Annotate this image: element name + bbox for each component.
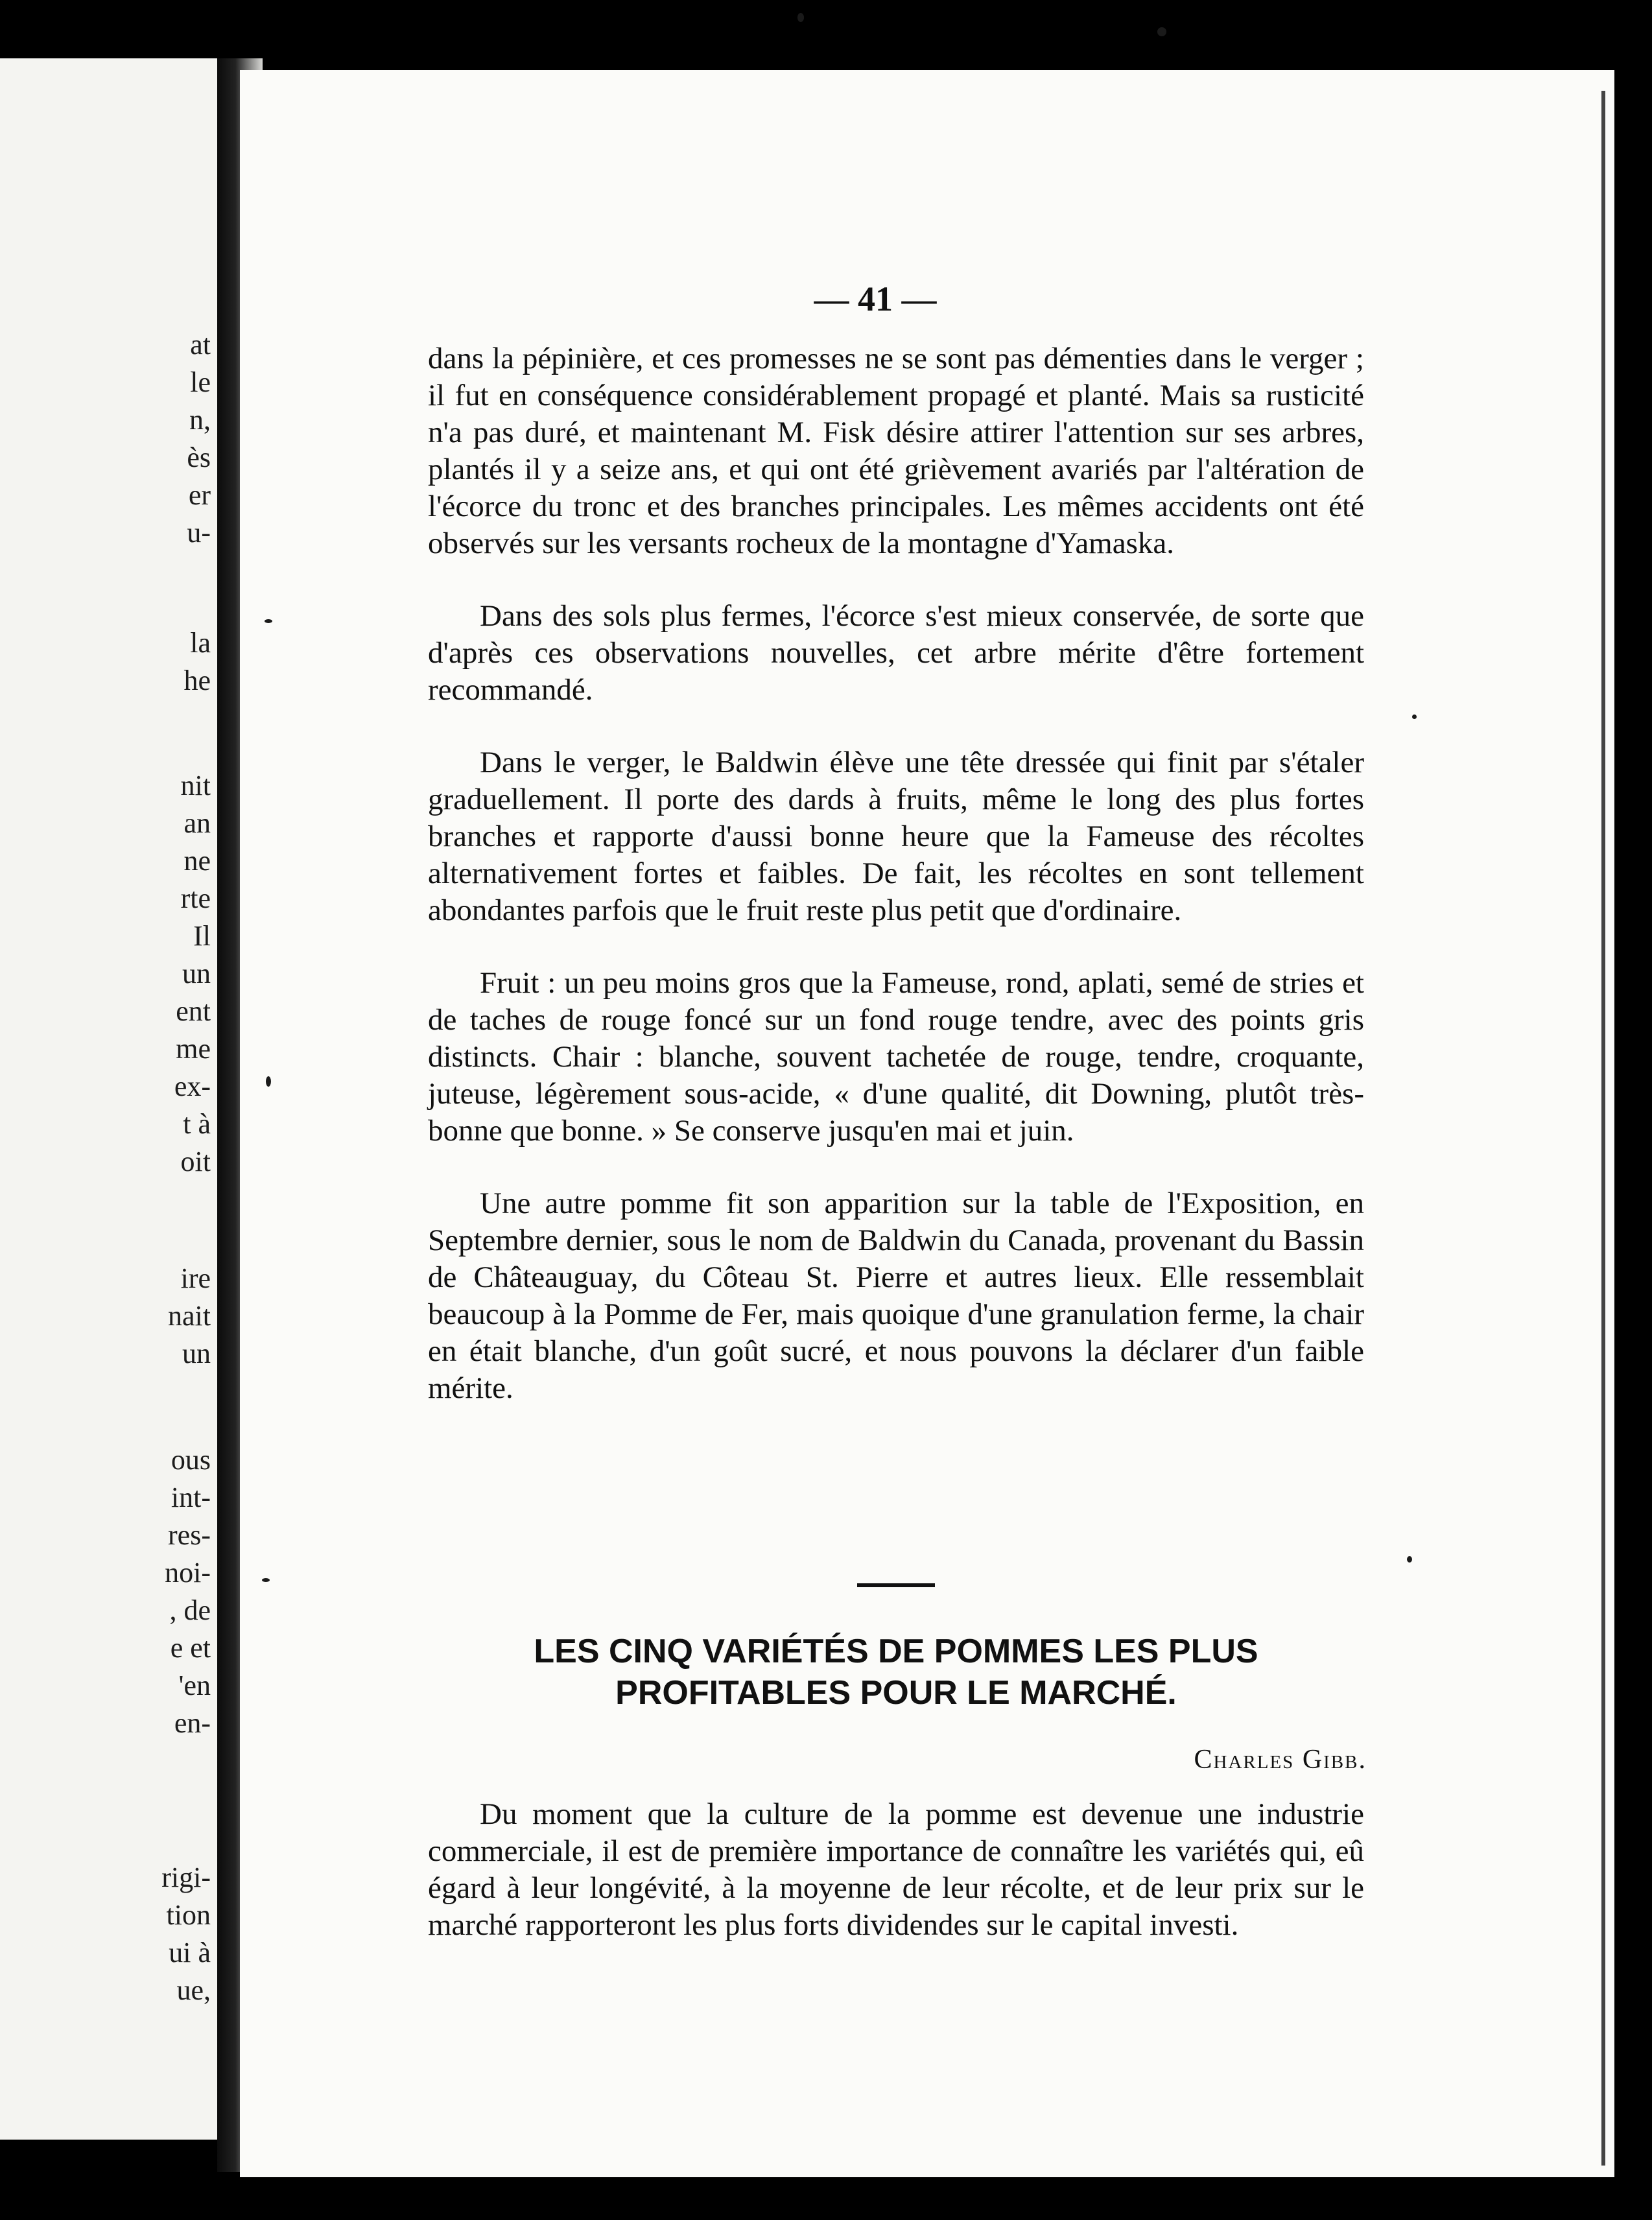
left-fragment: en- bbox=[174, 1707, 211, 1739]
paragraph: Dans des sols plus fermes, l'écorce s'est mieux conservée, de sorte que d'après ces observations nouvelles, cet arbre mérite d'être fortement recommandé. bbox=[428, 599, 1364, 707]
left-fragment: e et bbox=[170, 1632, 211, 1664]
left-fragment: le bbox=[190, 366, 211, 398]
left-fragment: ès bbox=[187, 442, 211, 473]
body-text bbox=[428, 340, 1364, 1443]
left-fragment: t à bbox=[183, 1108, 211, 1140]
section-heading: LES CINQ VARIÉTÉS DE POMMES LES PLUS PROFITABLES POUR LE MARCHÉ. bbox=[534, 1633, 1258, 1712]
left-fragment: ne bbox=[183, 845, 211, 877]
left-fragment: ui à bbox=[169, 1937, 211, 1968]
left-fragment: n, bbox=[189, 404, 211, 436]
scan-speck bbox=[265, 619, 272, 623]
left-fragment: nit bbox=[180, 770, 211, 801]
left-fragment: res- bbox=[168, 1519, 211, 1551]
left-fragment: er bbox=[188, 479, 211, 511]
scan-speck bbox=[266, 1076, 271, 1087]
scan-speck bbox=[1157, 27, 1166, 36]
left-fragment: u- bbox=[187, 517, 211, 549]
paragraph: dans la pépinière, et ces promesses ne se sont pas démenties dans le verger ; il fut en conséquence considérablement propagé et planté. Mais sa rusticité n'a pas duré, et maintenant M. Fisk désire attirer l'attention sur ses arbres, plantés il y a seize ans, et qui ont été grièvement avariés par l'altération de l'écorce du tronc et des branches principales. Les mêmes accidents ont été observés sur les versants rocheux de la montagne d'Yamaska. bbox=[428, 342, 1364, 560]
left-fragment: noi- bbox=[165, 1557, 211, 1588]
left-fragment: int- bbox=[171, 1482, 211, 1513]
left-fragment: ous bbox=[171, 1444, 211, 1476]
paragraph: Dans le verger, le Baldwin élève une tête dressée qui finit par s'étaler graduellement. Il porte des dards à fruits, même le long des plus fortes branches et rapporte d'aussi bonne heure que la Fameuse des récoltes alternativement fortes et faibles. De fait, les récoltes en sont tellement abondantes parfois que le fruit reste plus petit que d'ordinaire. bbox=[428, 746, 1364, 927]
left-fragment: he bbox=[183, 665, 211, 696]
left-fragment: ent bbox=[176, 995, 211, 1027]
paragraph: Fruit : un peu moins gros que la Fameuse, rond, aplati, semé de stries et de taches de rouge foncé sur un fond rouge tendre, avec des points gris distincts. Chair : blanche, souvent tachetée de rouge, tendre, croquante, juteuse, légèrement sous-acide, « d'une qualité, dit Downing, plutôt très-bonne que bonne. » Se conserve jusqu'en mai et juin. bbox=[428, 966, 1364, 1148]
left-fragment: la bbox=[190, 627, 211, 659]
left-fragment: nait bbox=[168, 1300, 211, 1332]
left-fragment: at bbox=[190, 329, 211, 360]
paragraph: Du moment que la culture de la pomme est devenue une industrie commerciale, il est de première importance de connaître les variétés qui, eû égard à leur longévité, à la moyenne de leur récolte, et de leur prix sur le marché rapporteront les plus forts dividendes sur le capital investi. bbox=[428, 1797, 1364, 1942]
page-number: — 41 — bbox=[814, 279, 937, 318]
left-fragment: an bbox=[183, 807, 211, 839]
left-fragment: 'en bbox=[178, 1670, 211, 1701]
scan-speck bbox=[262, 1578, 270, 1582]
author-name: Charles Gibb. bbox=[1194, 1745, 1367, 1775]
previous-page-strip bbox=[0, 58, 217, 2140]
left-fragment: me bbox=[176, 1033, 211, 1065]
left-fragment: oit bbox=[180, 1146, 211, 1177]
left-fragment: Il bbox=[193, 920, 211, 952]
left-fragment: rte bbox=[180, 882, 211, 914]
left-fragment: ue, bbox=[176, 1974, 211, 2006]
body-text-final bbox=[428, 1796, 1364, 1979]
page-edge bbox=[1601, 91, 1605, 2166]
left-fragment: un bbox=[182, 958, 211, 989]
paragraph: Une autre pomme fit son apparition sur la table de l'Exposition, en Septembre dernier, sous le nom de Baldwin du Canada, provenant du Bassin de Châteauguay, du Côteau St. Pierre et autres lieux. Elle ressemblait beaucoup à la Pomme de Fer, mais quoique d'une granulation ferme, la chair en était blanche, d'un goût sucré, et nous pouvons la déclarer d'un faible mérite. bbox=[428, 1187, 1364, 1405]
scan-speck bbox=[797, 13, 804, 22]
left-fragment: tion bbox=[166, 1899, 211, 1931]
left-fragment: ex- bbox=[174, 1070, 211, 1102]
left-fragment: ire bbox=[180, 1262, 211, 1294]
left-fragment: un bbox=[182, 1338, 211, 1369]
left-fragment: , de bbox=[169, 1594, 211, 1626]
scan-speck bbox=[1407, 1556, 1412, 1563]
section-divider bbox=[857, 1583, 935, 1587]
left-fragment: rigi- bbox=[161, 1861, 211, 1893]
scan-speck bbox=[1412, 714, 1417, 719]
